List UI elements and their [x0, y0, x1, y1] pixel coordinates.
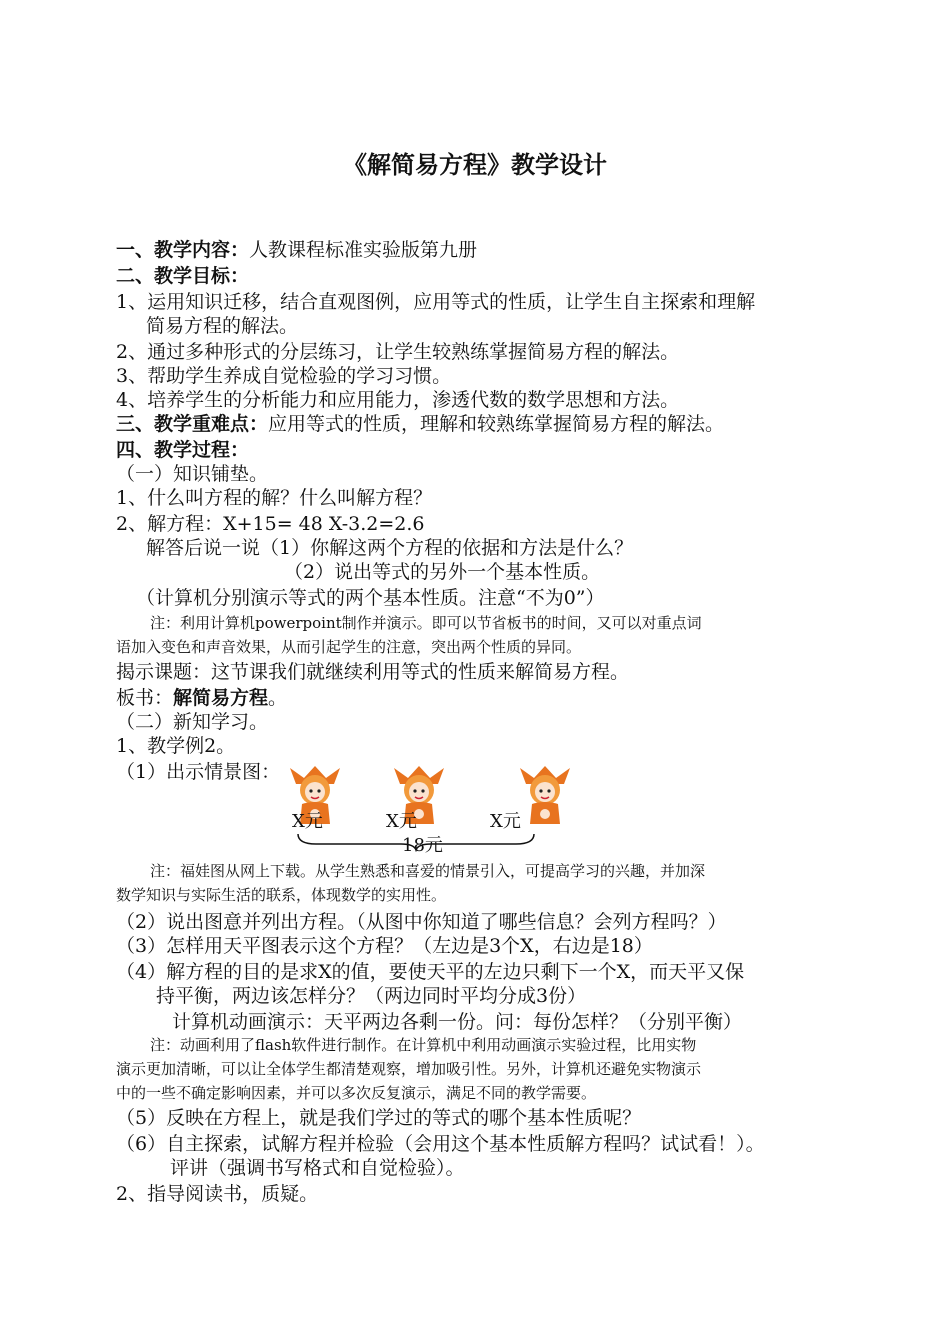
discuss-line: 解答后说一说（1）你解这两个方程的依据和方法是什么？ — [146, 537, 634, 559]
section-text: 应用等式的性质，理解和较熟练掌握简易方程的解法。 — [268, 413, 725, 435]
note-3b: 演示更加清晰，可以让全体学生都清楚观察，增加吸引性。另外，计算机还避免实物演示 — [116, 1060, 702, 1078]
step-5-line: （5）反映在方程上，就是我们学过的等式的哪个基本性质呢？ — [116, 1107, 642, 1129]
teaching-goals-heading: 二、教学目标： — [116, 265, 250, 287]
note-3a: 注：动画利用了flash软件进行制作。在计算机中利用动画演示实验过程，比用实物 — [150, 1036, 697, 1054]
reveal-topic-line: 揭示课题：这节课我们就继续利用等式的性质来解简易方程。 — [116, 661, 630, 683]
guide-reading-line: 2、指导阅读书，质疑。 — [116, 1183, 319, 1205]
step-2-line: （2）说出图意并列出方程。（从图中你知道了哪些信息？会列方程吗？） — [116, 911, 727, 933]
section-label: 三、教学重难点： — [116, 413, 269, 435]
board-line — [116, 686, 287, 710]
section-text: 人教课程标准实验版第九册 — [249, 239, 478, 261]
note-1b: 语加入变色和声音效果，从而引起学生的注意，突出两个性质的异同。 — [116, 638, 582, 656]
subsection-2: （二）新知学习。 — [116, 711, 269, 733]
total-label: 18元 — [402, 835, 443, 856]
scene-figure — [116, 760, 576, 856]
goal-2-line: 2、通过多种形式的分层练习，让学生较熟练掌握简易方程的解法。 — [116, 341, 680, 363]
animation-line: 计算机动画演示：天平两边各剩一份。问：每份怎样？（分别平衡） — [172, 1011, 743, 1033]
price-label: X元 — [386, 811, 417, 832]
question-2: 2、解方程：X+15= 48 X-3.2=2.6 — [116, 513, 425, 535]
key-points-line — [116, 412, 724, 436]
step-4-cont: 持平衡，两边该怎样分？（两边同时平均分成3份） — [156, 985, 587, 1007]
computer-demo-line: （计算机分别演示等式的两个基本性质。注意“不为0”） — [136, 587, 605, 609]
page-title: 《解简易方程》教学设计 — [343, 150, 607, 179]
goal-1-line: 1、运用知识迁移，结合直观图例，应用等式的性质，让学生自主探索和理解 — [116, 291, 756, 313]
board-label: 板书： — [116, 687, 174, 709]
note-2a: 注：福娃图从网上下载。从学生熟悉和喜爱的情景引入，可提高学习的兴趣，并加深 — [150, 862, 706, 880]
step-6-line: （6）自主探索，试解方程并检验（会用这个基本性质解方程吗？试试看！）。 — [116, 1133, 765, 1155]
fuwa-doll-image — [516, 764, 574, 828]
teaching-content-line — [116, 238, 477, 262]
step-3-line: （3）怎样用天平图表示这个方程？（左边是3个X，右边是18） — [116, 935, 653, 957]
question-1: 1、什么叫方程的解？什么叫解方程？ — [116, 487, 433, 509]
example-line: 1、教学例2。 — [116, 735, 236, 757]
discuss-line-2: （2）说出等式的另外一个基本性质。 — [284, 561, 601, 583]
goal-1-cont: 简易方程的解法。 — [146, 315, 299, 337]
subsection-1: （一）知识铺垫。 — [116, 463, 269, 485]
teaching-process-heading: 四、教学过程： — [116, 439, 250, 461]
board-text: 解简易方程 — [173, 687, 269, 709]
note-2b: 数学知识与实际生活的联系，体现数学的实用性。 — [116, 886, 447, 904]
review-line: 评讲（强调书写格式和自觉检验）。 — [170, 1157, 465, 1179]
board-end: 。 — [268, 687, 288, 709]
goal-3-line: 3、帮助学生养成自觉检验的学习习惯。 — [116, 365, 452, 387]
note-3c: 中的一些不确定影响因素，并可以多次反复演示，满足不同的教学需要。 — [116, 1084, 597, 1102]
step-4-line: （4）解方程的目的是求X的值，要使天平的左边只剩下一个X，而天平又保 — [116, 961, 745, 983]
section-label: 一、教学内容： — [116, 239, 250, 261]
scene-line: （1）出示情景图： — [116, 761, 281, 783]
goal-4-line: 4、培养学生的分析能力和应用能力，渗透代数的数学思想和方法。 — [116, 389, 680, 411]
price-label: X元 — [490, 811, 521, 832]
note-1a: 注：利用计算机powerpoint制作并演示。即可以节省板书的时间，又可以对重点词 — [150, 614, 702, 632]
price-label: X元 — [292, 811, 323, 832]
